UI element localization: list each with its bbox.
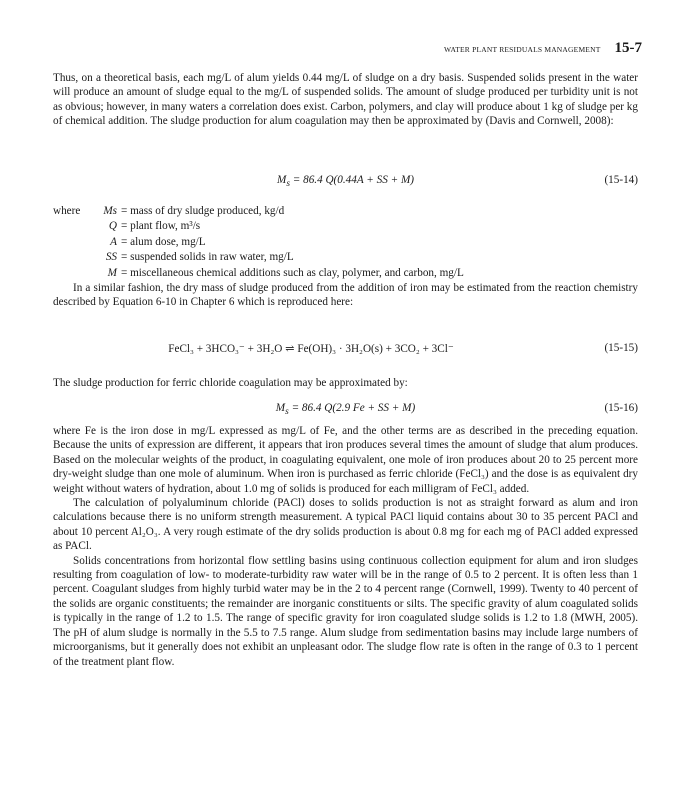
definition-symbol: Ms	[103, 205, 117, 217]
equation-15-14	[53, 174, 638, 190]
equation-15-15-number: (15-15)	[604, 342, 638, 354]
paragraph-pacl: The calculation of polyaluminum chloride (PACl) doses to solids production is not as straight forward as alum and iron calculations because there is no uniform strength measurement. A typical PACl liquid contains about 30 to 35 percent PACl and about 10 percent Al₂O₃. A very rough estimate of the dry solids production is about 0.8 mg for each mg of PACl added expressed as PACl.	[53, 497, 638, 553]
equation-15-16	[53, 402, 638, 418]
definition-description: = alum dose, mg/L	[121, 235, 206, 248]
equation-15-14-lhs-sub: s	[286, 179, 290, 190]
definition-description: = miscellaneous chemical additions such as clay, polymer, and carbon, mg/L	[121, 266, 464, 279]
equation-15-16-body	[53, 402, 638, 417]
definition-description: = plant flow, m³/s	[121, 220, 201, 233]
equation-15-14-body	[53, 174, 638, 189]
paragraph-solids-concentration: Solids concentrations from horizontal flow settling basins using continuous collection equipment for alum and iron sludges resulting from coagulation of low- to moderate-turbidity raw water will be in the range of 0.5 to 2 percent. It is often less than 1 percent. Coagulant sludges from highly turbid water may be in the 2 to 4 percent range (Cornwell, 1999). Twenty to 40 percent of the solids are organic constituents; the remainder are inorganic constituents or silts. The specific gravity of alum coagulated solids is typically in the range of 1.2 to 1.5. The range of specific gravity for iron coagulated sludge solids is 1.2 to 1.8 (MWH, 2005). The pH of alum sludge is normally in the 5.5 to 7.5 range. Alum sludge from sedimentation basins may include large numbers of microorganisms, but it generally does not exhibit an unpleasant odor. The sludge flow rate is often in the range of 0.3 to 1 percent of the treatment plant flow.	[53, 554, 638, 668]
running-title: WATER PLANT RESIDUALS MANAGEMENT	[444, 45, 601, 54]
paragraph-iron-dose: where Fe is the iron dose in mg/L expressed as mg/L of Fe, and the other terms are as described in the preceding equation. Because the units of expression are different, it appears that iron produces several times the amount of sludge that alum produces. Based on the molecular weights of the product, in coagulating equivalent, one mole of iron produces about 20 to 25 percent more dry-weight sludge than one mole of aluminum. When iron is purchased as ferric chloride (FeCl₃) and the dose is as equivalent dry weight without waters of hydration, about 1.0 mg of solids is produced for each milligram of FeCl₃ added.	[53, 425, 638, 495]
definition-row	[53, 204, 638, 219]
page-number: 15-7	[614, 40, 642, 56]
definition-description: = suspended solids in raw water, mg/L	[121, 251, 294, 264]
definition-description: = mass of dry sludge produced, kg/d	[121, 205, 285, 217]
definition-symbol: Q	[108, 220, 117, 233]
definition-symbol: SS	[105, 251, 117, 264]
definition-row	[53, 219, 638, 234]
body-text	[53, 424, 638, 669]
equation-15-14-number: (15-14)	[604, 174, 638, 186]
definition-symbol: M	[107, 266, 117, 279]
equation-15-16-lhs: M	[275, 402, 286, 414]
running-head	[444, 40, 642, 57]
equation-15-14-lhs: M	[276, 174, 287, 186]
equation-15-15-body: FeCl₃ + 3HCO₃⁻ + 3H₂O ⇌ Fe(OH)₃ · 3H₂O(s) + 3CO₂ + 3Cl⁻	[168, 343, 454, 355]
equation-15-16-number: (15-16)	[604, 402, 638, 414]
equation-15-15	[53, 342, 638, 358]
paragraph-ferric-intro: The sludge production for ferric chloride coagulation may be approximated by:	[53, 377, 408, 389]
definition-row	[53, 235, 638, 250]
where-label: where	[53, 205, 81, 217]
paragraph-alum-yield: Thus, on a theoretical basis, each mg/L of alum yields 0.44 mg/L of sludge on a dry basis. Suspended solids present in the water will produce an amount of sludge equal to the mg/L of suspended solids. The amount of sludge produced per turbidity unit is not as obvious; however, in many waters a correlation does exist. Carbon, polymers, and clay will produce about 1 kg of sludge per kg of chemical addition. The sludge production for alum coagulation may then be approximated by (Davis and Cornwell, 2008):	[53, 72, 638, 128]
equation-15-16-lhs-sub: s	[285, 407, 289, 418]
equation-15-16-rhs: = 86.4 Q(2.9 Fe + SS + M)	[288, 402, 416, 414]
variable-definitions	[53, 204, 638, 281]
definition-row	[53, 266, 638, 281]
paragraph-iron-intro: In a similar fashion, the dry mass of sludge produced from the addition of iron may be estimated from the reaction chemistry described by Equation 6-10 in Chapter 6 which is reproduced here:	[53, 282, 638, 309]
definition-symbol: A	[110, 235, 117, 248]
equation-15-14-rhs: = 86.4 Q(0.44A + SS + M)	[289, 174, 415, 186]
definition-row	[53, 250, 638, 265]
